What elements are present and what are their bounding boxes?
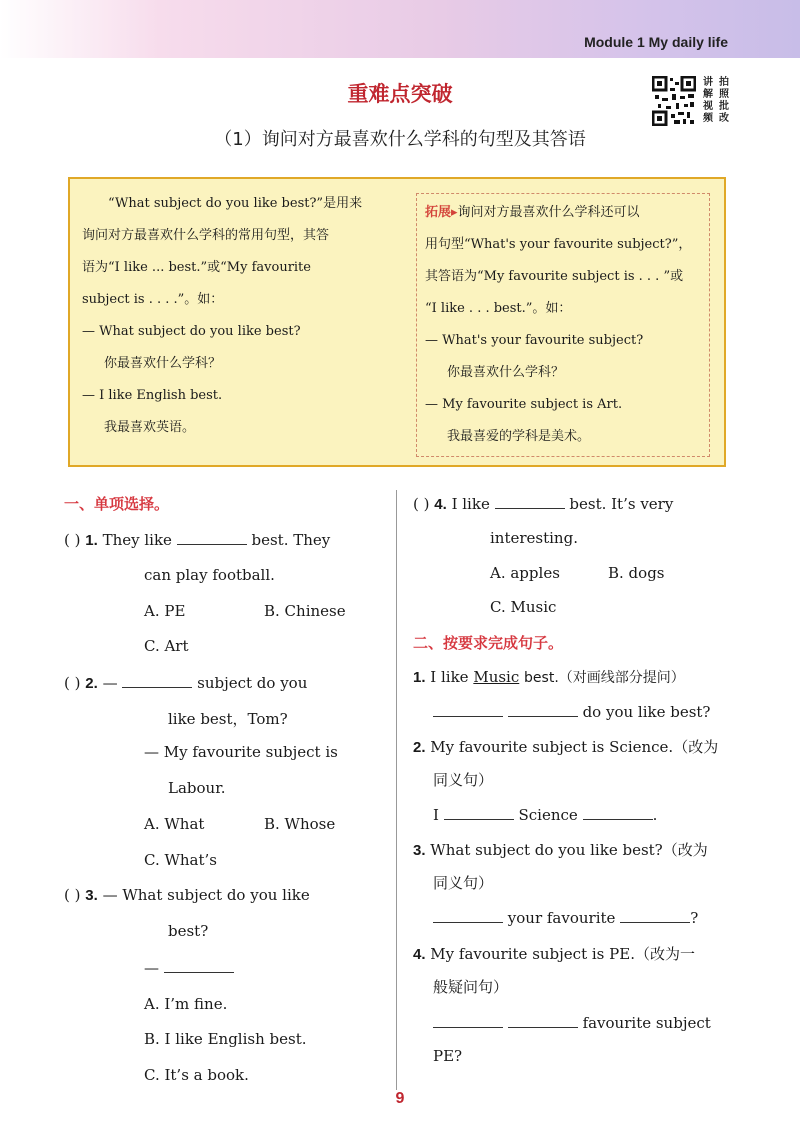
question-3-cont: best? <box>168 922 209 940</box>
answer-blank[interactable] <box>164 958 234 973</box>
task-4: 4. My favourite subject is PE.（改为一 <box>413 945 695 963</box>
option: B. Chinese <box>264 602 346 620</box>
question-2-cont: like best，Tom? <box>168 710 288 728</box>
extension-line: 用句型“What's your favourite subject?”， <box>425 237 692 252</box>
column-divider <box>396 490 397 1090</box>
answer-blank[interactable] <box>495 494 565 509</box>
option: B. Whose <box>264 815 336 833</box>
answer-blank[interactable] <box>444 805 514 820</box>
explanation-line: “What subject do you like best?”是用来 <box>108 196 363 211</box>
extension-text <box>425 197 707 453</box>
task-3: 3. What subject do you like best?（改为 <box>413 841 708 859</box>
option: B. dogs <box>608 564 665 582</box>
qr-caption: 讲 拍解 照视 批频 改 <box>703 77 729 124</box>
answer-blank[interactable] <box>433 702 503 717</box>
option: C. What’s <box>144 851 217 869</box>
arrow-icon: ▸ <box>451 205 458 220</box>
extension-tag: 拓展 <box>425 205 452 220</box>
module-label: Module 1 My daily life <box>584 34 728 50</box>
explanation-line: subject is . . . .”。如： <box>82 292 224 307</box>
task-3-cont: 同义句） <box>433 874 494 892</box>
option: A. apples <box>490 564 560 582</box>
answer-blank[interactable] <box>433 908 503 923</box>
example-line: — I like English best. <box>82 388 223 403</box>
example-line: — What's your favourite subject? <box>425 333 644 348</box>
option: A. I’m fine. <box>144 995 228 1013</box>
explanation-line: 询问对方最喜欢什么学科的常用句型，其答 <box>82 228 330 243</box>
answer-blank[interactable] <box>620 908 690 923</box>
task-1: 1. I like Music best.（对画线部分提问） <box>413 668 685 686</box>
option: A. What <box>144 815 205 833</box>
task-3-answer: your favourite ? <box>433 908 698 927</box>
answer-blank[interactable] <box>122 673 192 688</box>
question-2-cont: — My favourite subject is <box>144 743 338 761</box>
question-1-cont: can play football. <box>144 566 275 584</box>
explanation-line: 语为“I like ... best.”或“My favourite <box>82 260 311 275</box>
example-line: 我最喜爱的学科是美术。 <box>447 429 591 444</box>
option: A. PE <box>144 602 186 620</box>
page-title: 重难点突破 <box>347 82 453 106</box>
answer-blank[interactable] <box>433 1013 503 1028</box>
answer-paren[interactable]: ( ) <box>64 531 81 549</box>
answer-blank[interactable] <box>508 702 578 717</box>
extension-line: “I like . . . best.”。如： <box>425 301 572 316</box>
answer-blank[interactable] <box>177 530 247 545</box>
extension-line: 拓展▸询问对方最喜欢什么学科还可以 <box>425 205 640 220</box>
task-1-answer: do you like best? <box>433 702 710 721</box>
section1-title: 一、单项选择。 <box>64 495 170 513</box>
example-line: — My favourite subject is Art. <box>425 397 623 412</box>
answer-paren[interactable]: ( ) <box>413 495 430 513</box>
question-3-answer: — <box>144 958 234 977</box>
question-3: ( ) 3. — What subject do you like <box>64 886 310 904</box>
option: B. I like English best. <box>144 1030 307 1048</box>
example-line: 你最喜欢什么学科？ <box>104 356 222 371</box>
task-2-cont: 同义句） <box>433 771 494 789</box>
answer-blank[interactable] <box>508 1013 578 1028</box>
answer-paren[interactable]: ( ) <box>64 886 81 904</box>
example-line: 你最喜欢什么学科？ <box>447 365 565 380</box>
option: C. Art <box>144 637 189 655</box>
section2-title: 二、按要求完成句子。 <box>413 634 564 652</box>
explanation-main <box>82 188 387 444</box>
question-1: ( ) 1. They like best. They <box>64 531 331 549</box>
qr-code[interactable] <box>652 76 696 126</box>
task-2-answer: I Science . <box>433 806 658 824</box>
question-2: ( ) 2. — subject do you <box>64 674 308 692</box>
answer-paren[interactable]: ( ) <box>64 674 81 692</box>
example-line: — What subject do you like best? <box>82 324 301 339</box>
task-2: 2. My favourite subject is Science.（改为 <box>413 738 719 756</box>
task-4-cont: PE? <box>433 1047 463 1065</box>
question-4-cont: interesting. <box>490 529 578 547</box>
task-4-cont: 般疑问句） <box>433 978 509 996</box>
extension-line: 其答语为“My favourite subject is . . . ”或 <box>425 269 684 284</box>
answer-blank[interactable] <box>583 805 653 820</box>
example-line: 我最喜欢英语。 <box>104 420 196 435</box>
option: C. It’s a book. <box>144 1066 249 1084</box>
option: C. Music <box>490 598 557 616</box>
question-2-cont: Labour. <box>168 779 226 797</box>
question-4: ( ) 4. I like best. It’s very <box>413 495 674 513</box>
task-4-answer: favourite subject <box>433 1013 711 1032</box>
page-number: 9 <box>395 1090 405 1107</box>
page-subtitle: （1）询问对方最喜欢什么学科的句型及其答语 <box>214 129 586 150</box>
